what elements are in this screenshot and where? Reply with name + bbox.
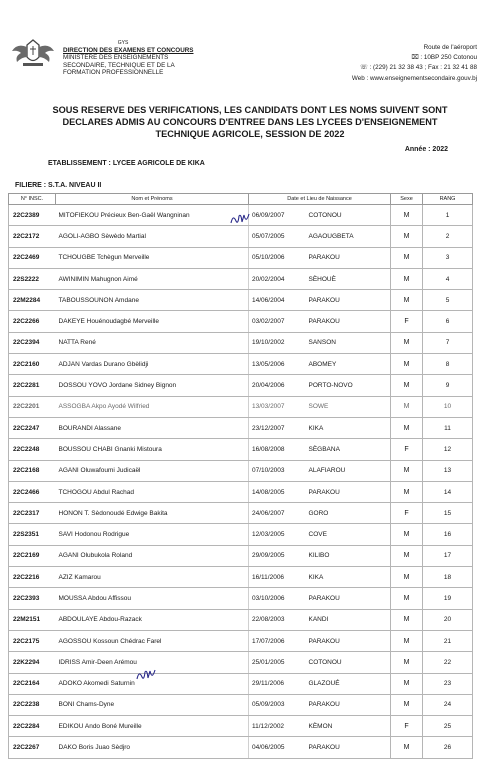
cell-sexe: M bbox=[391, 588, 423, 609]
cell-name: BOURANDI Alassane bbox=[56, 417, 249, 438]
cell-insc: 22C2168 bbox=[9, 460, 56, 481]
cell-birth-date: 20/04/2006 bbox=[249, 375, 306, 396]
ministry-name-line-1: MINISTERE DES ENSEIGNEMENTS bbox=[63, 54, 169, 62]
cell-sexe: M bbox=[391, 417, 423, 438]
cell-birth-place: GLAZOUÉ bbox=[306, 673, 391, 694]
cell-insc: 22C2238 bbox=[9, 694, 56, 715]
cell-rang: 20 bbox=[423, 609, 473, 630]
cell-name: ADOKO Akomedi Saturnin bbox=[56, 673, 249, 694]
cell-birth-date: 20/02/2004 bbox=[249, 268, 306, 289]
cell-name: HONON T. Sèdonoudé Edwige Bakita bbox=[56, 503, 249, 524]
table-row bbox=[9, 503, 473, 524]
ministry-block bbox=[63, 40, 194, 76]
cell-rang: 21 bbox=[423, 630, 473, 651]
cell-name: BOUSSOU CHABI Gnanki Mistoura bbox=[56, 439, 249, 460]
cell-insc: 22C2389 bbox=[9, 205, 56, 226]
cell-rang: 2 bbox=[423, 226, 473, 247]
cell-rang: 18 bbox=[423, 567, 473, 588]
cell-rang: 3 bbox=[423, 247, 473, 268]
cell-birth-place: PARAKOU bbox=[306, 737, 391, 758]
cell-name: TCHOGOU Abdul Rachad bbox=[56, 481, 249, 502]
cell-sexe: F bbox=[391, 311, 423, 332]
table-row bbox=[9, 716, 473, 737]
cell-rang: 13 bbox=[423, 460, 473, 481]
cell-rang: 22 bbox=[423, 652, 473, 673]
title-line-3: TECHNIQUE AGRICOLE, SESSION DE 2022 bbox=[155, 129, 345, 139]
table-body bbox=[9, 205, 473, 759]
cell-sexe: F bbox=[391, 503, 423, 524]
cell-birth-place: KIKA bbox=[306, 417, 391, 438]
signature-mark-icon bbox=[229, 212, 251, 226]
cell-birth-date: 05/07/2005 bbox=[249, 226, 306, 247]
cell-sexe: M bbox=[391, 375, 423, 396]
cell-rang: 25 bbox=[423, 716, 473, 737]
cell-name: DOSSOU YOVO Jordane Sidney Bignon bbox=[56, 375, 249, 396]
cell-rang: 4 bbox=[423, 268, 473, 289]
cell-birth-date: 16/11/2006 bbox=[249, 567, 306, 588]
cell-rang: 15 bbox=[423, 503, 473, 524]
cell-birth-place: SOWE bbox=[306, 396, 391, 417]
cell-birth-place: PARAKOU bbox=[306, 290, 391, 311]
cell-insc: 22C2201 bbox=[9, 396, 56, 417]
address-line: Route de l'aéroport bbox=[423, 44, 477, 51]
cell-insc: 22C2317 bbox=[9, 503, 56, 524]
cell-name: IDRISS Amir-Deen Arémou bbox=[56, 652, 249, 673]
cell-birth-date: 13/05/2006 bbox=[249, 354, 306, 375]
table-row bbox=[9, 524, 473, 545]
cell-sexe: M bbox=[391, 290, 423, 311]
cell-sexe: M bbox=[391, 694, 423, 715]
cell-birth-date: 05/09/2003 bbox=[249, 694, 306, 715]
table-row bbox=[9, 417, 473, 438]
cell-insc: 22C2172 bbox=[9, 226, 56, 247]
cell-birth-place: PARAKOU bbox=[306, 481, 391, 502]
table-row bbox=[9, 652, 473, 673]
cell-insc: 22C2281 bbox=[9, 375, 56, 396]
cell-name: AGANI Olubukola Roland bbox=[56, 545, 249, 566]
establishment-label: ETABLISSEMENT : LYCEE AGRICOLE DE KIKA bbox=[48, 160, 205, 167]
table-row bbox=[9, 396, 473, 417]
cell-insc: 22M2151 bbox=[9, 609, 56, 630]
cell-sexe: M bbox=[391, 354, 423, 375]
cell-name: MITOFIEKOU Précieux Ben-Gaël Wangninan bbox=[56, 205, 249, 226]
cell-sexe: M bbox=[391, 247, 423, 268]
cell-rang: 6 bbox=[423, 311, 473, 332]
cell-birth-place: PARAKOU bbox=[306, 694, 391, 715]
cell-name: ABDOULAYE Abdou-Razack bbox=[56, 609, 249, 630]
cell-birth-date: 13/03/2007 bbox=[249, 396, 306, 417]
filiere-label: FILIERE : S.T.A. NIVEAU II bbox=[15, 182, 102, 189]
table-row bbox=[9, 567, 473, 588]
cell-birth-date: 16/08/2008 bbox=[249, 439, 306, 460]
cell-sexe: M bbox=[391, 737, 423, 758]
cell-name: AGOSSOU Kossoun Chédrac Farel bbox=[56, 630, 249, 651]
table-row bbox=[9, 439, 473, 460]
cell-insc: 22C2160 bbox=[9, 354, 56, 375]
cell-rang: 10 bbox=[423, 396, 473, 417]
cell-name: ADJAN Vardas Durano Gbèlidji bbox=[56, 354, 249, 375]
table-row bbox=[9, 247, 473, 268]
cell-birth-date: 06/09/2007 bbox=[249, 205, 306, 226]
cell-birth-place: PORTO-NOVO bbox=[306, 375, 391, 396]
cell-sexe: M bbox=[391, 545, 423, 566]
cell-sexe: F bbox=[391, 716, 423, 737]
cell-birth-place: KANDI bbox=[306, 609, 391, 630]
po-box-line: ⌧ : 10BP 250 Cotonou bbox=[411, 54, 477, 62]
year-label: Année : 2022 bbox=[404, 146, 448, 153]
cell-birth-date: 25/01/2005 bbox=[249, 652, 306, 673]
cell-name: DAKEYE Houénoudagbé Merveille bbox=[56, 311, 249, 332]
cell-sexe: M bbox=[391, 609, 423, 630]
table-row bbox=[9, 588, 473, 609]
coat-of-arms-icon bbox=[9, 37, 57, 71]
cell-sexe: M bbox=[391, 630, 423, 651]
cell-insc: 22S2351 bbox=[9, 524, 56, 545]
cell-rang: 23 bbox=[423, 673, 473, 694]
phone-line: ☏ : (229) 21 32 38 43 ; Fax : 21 32 41 88 bbox=[359, 64, 477, 72]
cell-rang: 5 bbox=[423, 290, 473, 311]
cell-birth-place: KIKA bbox=[306, 567, 391, 588]
cell-birth-place: SÈGBANA bbox=[306, 439, 391, 460]
cell-birth-date: 14/08/2005 bbox=[249, 481, 306, 502]
table-row bbox=[9, 609, 473, 630]
col-header-insc: N° INSC. bbox=[9, 194, 56, 205]
cell-insc: 22C2284 bbox=[9, 716, 56, 737]
cell-name: BONI Chams-Dyne bbox=[56, 694, 249, 715]
ministry-name-line-3: FORMATION PROFESSIONNELLE bbox=[63, 68, 164, 76]
table-row bbox=[9, 290, 473, 311]
cell-name: AGOLI-AGBO Sèwèdo Martial bbox=[56, 226, 249, 247]
cell-rang: 8 bbox=[423, 354, 473, 375]
cell-sexe: M bbox=[391, 567, 423, 588]
cell-rang: 17 bbox=[423, 545, 473, 566]
cell-birth-place: GORO bbox=[306, 503, 391, 524]
cell-birth-place: PARAKOU bbox=[306, 311, 391, 332]
cell-birth-date: 03/02/2007 bbox=[249, 311, 306, 332]
table-row bbox=[9, 737, 473, 758]
ministry-name-line-2: SECONDAIRE, TECHNIQUE ET DE LA bbox=[63, 61, 175, 69]
cell-birth-place: PARAKOU bbox=[306, 630, 391, 651]
cell-rang: 14 bbox=[423, 481, 473, 502]
col-header-rang: RANG bbox=[423, 194, 473, 205]
cell-insc: 22C2164 bbox=[9, 673, 56, 694]
cell-sexe: F bbox=[391, 439, 423, 460]
cell-name: SAVI Hodonou Rodrigue bbox=[56, 524, 249, 545]
cell-birth-date: 29/09/2005 bbox=[249, 545, 306, 566]
cell-birth-place: KILIBO bbox=[306, 545, 391, 566]
cell-birth-date: 29/11/2006 bbox=[249, 673, 306, 694]
cell-birth-place: COTONOU bbox=[306, 652, 391, 673]
cell-birth-date: 24/06/2007 bbox=[249, 503, 306, 524]
cell-birth-date: 14/06/2004 bbox=[249, 290, 306, 311]
col-header-sexe: Sexe bbox=[391, 194, 423, 205]
cell-rang: 26 bbox=[423, 737, 473, 758]
cell-birth-place: COTONOU bbox=[306, 205, 391, 226]
table-row bbox=[9, 630, 473, 651]
cell-name: EDIKOU Ando Boné Mureille bbox=[56, 716, 249, 737]
cell-birth-place: PARAKOU bbox=[306, 247, 391, 268]
cell-sexe: M bbox=[391, 460, 423, 481]
table-row bbox=[9, 545, 473, 566]
cell-insc: 22C2466 bbox=[9, 481, 56, 502]
gys-mark: GYS bbox=[117, 40, 129, 46]
cell-rang: 12 bbox=[423, 439, 473, 460]
cell-name: DAKO Boris Juao Sèdjro bbox=[56, 737, 249, 758]
cell-name: NATTA René bbox=[56, 332, 249, 353]
cell-insc: 22C2469 bbox=[9, 247, 56, 268]
cell-sexe: M bbox=[391, 652, 423, 673]
cell-birth-date: 23/12/2007 bbox=[249, 417, 306, 438]
cell-birth-place: ABOMEY bbox=[306, 354, 391, 375]
web-line: Web : www.enseignementsecondaire.gouv.bj bbox=[351, 74, 477, 82]
cell-sexe: M bbox=[391, 226, 423, 247]
table-row bbox=[9, 354, 473, 375]
cell-name: MOUSSA Abdou Affissou bbox=[56, 588, 249, 609]
cell-birth-date: 07/10/2003 bbox=[249, 460, 306, 481]
cell-insc: 22C2267 bbox=[9, 737, 56, 758]
cell-name: AZIZ Kamarou bbox=[56, 567, 249, 588]
cell-name: AWINIMIN Mahugnon Aimé bbox=[56, 268, 249, 289]
cell-birth-place: SANSON bbox=[306, 332, 391, 353]
cell-rang: 16 bbox=[423, 524, 473, 545]
cell-birth-date: 05/10/2006 bbox=[249, 247, 306, 268]
cell-sexe: M bbox=[391, 673, 423, 694]
table-row bbox=[9, 332, 473, 353]
cell-sexe: M bbox=[391, 332, 423, 353]
cell-birth-date: 17/07/2006 bbox=[249, 630, 306, 651]
cell-birth-place: SÈHOUÈ bbox=[306, 268, 391, 289]
cell-birth-date: 04/06/2005 bbox=[249, 737, 306, 758]
table-row bbox=[9, 694, 473, 715]
table-row bbox=[9, 375, 473, 396]
cell-name: ASSOGBA Akpo Ayodé Wilfried bbox=[56, 396, 249, 417]
cell-insc: 22C2393 bbox=[9, 588, 56, 609]
cell-insc: 22C2175 bbox=[9, 630, 56, 651]
title-line-2: DECLARES ADMIS AU CONCOURS D'ENTREE DANS LES LYCEES D'ENSEIGNEMENT bbox=[62, 117, 438, 127]
cell-insc: 22C2169 bbox=[9, 545, 56, 566]
cell-name: TCHOUGBE Tchègun Merveille bbox=[56, 247, 249, 268]
title-line-1: SOUS RESERVE DES VERIFICATIONS, LES CANDIDATS DONT LES NOMS SUIVENT SONT bbox=[52, 105, 448, 115]
cell-rang: 24 bbox=[423, 694, 473, 715]
table-header bbox=[9, 194, 473, 205]
document-title bbox=[20, 104, 480, 140]
cell-insc: 22C2266 bbox=[9, 311, 56, 332]
cell-birth-date: 12/03/2005 bbox=[249, 524, 306, 545]
table-row bbox=[9, 481, 473, 502]
cell-insc: 22C2248 bbox=[9, 439, 56, 460]
cell-name: TABOUSSOUNON Amdane bbox=[56, 290, 249, 311]
cell-rang: 11 bbox=[423, 417, 473, 438]
cell-name: AGANI Oluwafoumi Judicaël bbox=[56, 460, 249, 481]
cell-birth-place: ALAFIAROU bbox=[306, 460, 391, 481]
col-header-date: Date et Lieu de Naissance bbox=[249, 194, 391, 205]
cell-birth-date: 11/12/2002 bbox=[249, 716, 306, 737]
cell-birth-place: COVE bbox=[306, 524, 391, 545]
cell-rang: 7 bbox=[423, 332, 473, 353]
table-row bbox=[9, 268, 473, 289]
cell-birth-place: AGAOUGBETA bbox=[306, 226, 391, 247]
candidates-table bbox=[8, 193, 473, 759]
cell-rang: 9 bbox=[423, 375, 473, 396]
table-row bbox=[9, 460, 473, 481]
cell-sexe: M bbox=[391, 205, 423, 226]
cell-birth-date: 19/10/2002 bbox=[249, 332, 306, 353]
cell-sexe: M bbox=[391, 524, 423, 545]
cell-insc: 22C2394 bbox=[9, 332, 56, 353]
cell-birth-date: 03/10/2006 bbox=[249, 588, 306, 609]
table-row bbox=[9, 226, 473, 247]
cell-sexe: M bbox=[391, 481, 423, 502]
cell-insc: 22S2222 bbox=[9, 268, 56, 289]
cell-rang: 1 bbox=[423, 205, 473, 226]
direction-name: DIRECTION DES EXAMENS ET CONCOURS bbox=[63, 47, 194, 55]
cell-insc: 22M2284 bbox=[9, 290, 56, 311]
cell-insc: 22C2216 bbox=[9, 567, 56, 588]
cell-sexe: M bbox=[391, 268, 423, 289]
col-header-name: Nom et Prénoms bbox=[56, 194, 249, 205]
cell-birth-place: PARAKOU bbox=[306, 588, 391, 609]
signature-mark-icon bbox=[135, 668, 157, 682]
cell-sexe: M bbox=[391, 396, 423, 417]
cell-insc: 22K2294 bbox=[9, 652, 56, 673]
cell-insc: 22C2247 bbox=[9, 417, 56, 438]
contact-block bbox=[352, 43, 477, 84]
table-row bbox=[9, 673, 473, 694]
table-row bbox=[9, 311, 473, 332]
cell-birth-date: 22/08/2003 bbox=[249, 609, 306, 630]
cell-birth-place: KÈMON bbox=[306, 716, 391, 737]
cell-rang: 19 bbox=[423, 588, 473, 609]
